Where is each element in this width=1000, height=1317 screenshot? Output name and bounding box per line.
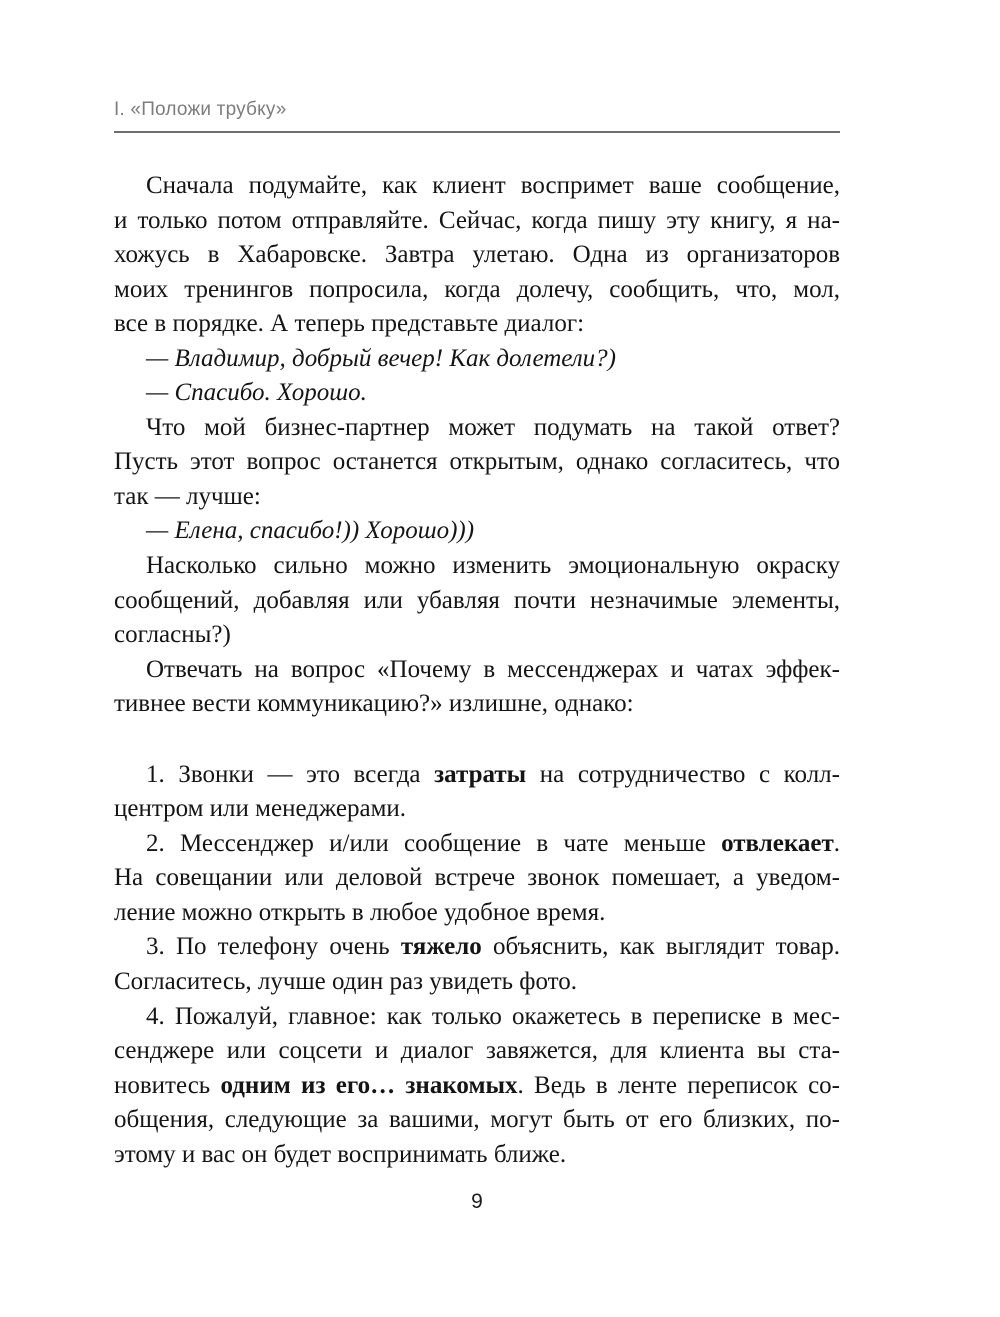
text-line (114, 618, 840, 653)
text-run: 3. По телефону очень (146, 933, 401, 961)
text-run: этому и вас он будет воспринимать ближе. (114, 1140, 567, 1168)
paragraph-intro (114, 169, 840, 342)
dialog-line-3 (114, 514, 840, 549)
text-line (114, 827, 840, 862)
running-header: I. «Положи трубку» (114, 99, 287, 120)
text-line (114, 307, 840, 342)
text-run: — Елена, спасибо!)) Хорошо))) (146, 517, 475, 545)
bold-phrase: отвлекает (721, 829, 834, 857)
text-run: сенджере или соцсети и диалог завяжется, для клиента вы ста- (114, 1037, 840, 1065)
text-line (114, 1034, 840, 1069)
text-line (114, 514, 840, 549)
text-run: Согласитесь, лучше один раз увидеть фото. (114, 968, 578, 996)
text-run: моих тренингов попросила, когда долечу, сообщить, что, мол, (114, 275, 840, 303)
text-run: Что мой бизнес-партнер может подумать на такой ответ? (146, 413, 840, 441)
text-line (114, 411, 840, 446)
text-run: тивнее вести коммуникацию?» излишне, однако: (114, 690, 634, 718)
text-run: на сотрудничество с колл- (526, 760, 840, 788)
text-line (114, 965, 840, 1000)
text-line (114, 342, 840, 377)
text-line (114, 930, 840, 965)
text-run: . Ведь в ленте переписок со- (517, 1071, 840, 1099)
text-line (114, 1103, 840, 1138)
dialog-line-1 (114, 342, 840, 377)
text-line (114, 792, 840, 827)
text-run: ление можно открыть в любое удобное время. (114, 898, 606, 926)
text-line (114, 1069, 840, 1104)
text-run: сообщений, добавляя или убавляя почти незначимые элементы, (114, 586, 840, 614)
text-line (114, 273, 840, 308)
text-line (114, 687, 840, 722)
text-line (114, 445, 840, 480)
list-item-2 (114, 827, 840, 931)
paragraph-why-messengers (114, 653, 840, 722)
header-rule (114, 131, 840, 133)
text-line (114, 1138, 840, 1173)
text-line (114, 896, 840, 931)
text-run: Пусть этот вопрос останется открытым, однако согласитесь, что (114, 448, 840, 476)
text-run: новитесь (114, 1071, 221, 1099)
text-run: объяснить, как выглядит товар. (481, 933, 840, 961)
list-item-4 (114, 1000, 840, 1173)
text-run: Сначала подумайте, как клиент воспримет ваше сообщение, (146, 172, 840, 199)
text-line (114, 861, 840, 896)
text-run: — Владимир, добрый вечер! Как долетели?) (146, 344, 616, 372)
text-run: — Спасибо. Хорошо. (146, 379, 367, 407)
text-line (114, 238, 840, 273)
paragraph-emotion (114, 549, 840, 653)
page-number: 9 (471, 1190, 483, 1213)
text-run: . (833, 829, 840, 857)
text-line (114, 376, 840, 411)
text-line (114, 653, 840, 688)
text-run: центром или менеджерами. (114, 795, 407, 823)
page-footer (114, 1190, 840, 1214)
text-line (114, 169, 840, 204)
dialog-line-2 (114, 376, 840, 411)
text-run: согласны?) (114, 621, 231, 649)
text-line (114, 204, 840, 239)
text-run: общения, следующие за вашими, могут быть от его близких, по- (114, 1106, 840, 1134)
text-line (114, 480, 840, 515)
text-line (114, 549, 840, 584)
text-column (114, 169, 840, 1172)
text-line (114, 758, 840, 793)
bold-phrase: тяжело (400, 933, 482, 961)
text-run: и только потом отправляйте. Сейчас, когда пишу эту книгу, я на- (114, 206, 840, 234)
text-line (114, 584, 840, 619)
list-item-3 (114, 930, 840, 999)
text-run: 1. Звонки — это всегда (146, 760, 435, 788)
bold-phrase: одним из его… знакомых (220, 1071, 518, 1099)
list-item-1 (114, 758, 840, 827)
text-run: 4. Пожалуй, главное: как только окажетесь в переписке в мес- (146, 1002, 840, 1030)
text-run: Насколько сильно можно изменить эмоциональную окраску (146, 552, 840, 580)
bold-phrase: затраты (434, 760, 527, 788)
text-run: На совещании или деловой встрече звонок помешает, а уведом- (114, 864, 840, 892)
text-run: Отвечать на вопрос «Почему в мессенджерах и чатах эффек- (146, 655, 840, 683)
text-run: 2. Мессенджер и/или сообщение в чате меньше (146, 829, 722, 857)
text-run: хожусь в Хабаровске. Завтра улетаю. Одна из организаторов (114, 241, 840, 269)
paragraph-question (114, 411, 840, 515)
text-run: все в порядке. А теперь представьте диалог: (114, 310, 585, 338)
text-line (114, 1000, 840, 1035)
text-run: так — лучше: (114, 482, 261, 510)
